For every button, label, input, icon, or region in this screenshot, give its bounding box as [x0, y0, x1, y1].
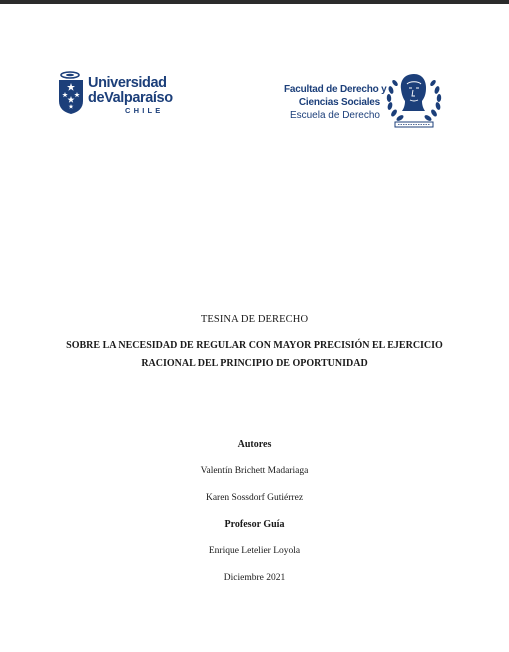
- advisor-heading: Profesor Guía: [224, 519, 285, 530]
- uv-star-emblem-icon: [58, 71, 86, 115]
- thesis-type: TESINA DE DERECHO: [200, 314, 309, 325]
- faculty-name-line2: Ciencias Sociales: [298, 97, 380, 108]
- school-name: Escuela de Derecho: [289, 110, 380, 121]
- university-name-line2: deValparaíso: [88, 90, 173, 106]
- thesis-title-line1: SOBRE LA NECESIDAD DE REGULAR CON MAYOR PRECISIÓN EL EJERCICIO: [66, 340, 443, 351]
- university-logo: [58, 71, 173, 117]
- faculty-name-line1: Facultad de Derecho y: [284, 84, 387, 95]
- advisor-name: Enrique Letelier Loyola: [208, 546, 301, 556]
- thesis-title-line2: RACIONAL DEL PRINCIPIO DE OPORTUNIDAD: [141, 358, 368, 369]
- university-name-line1: Universidad: [88, 75, 167, 91]
- top-border: [0, 0, 509, 4]
- author-name: Valentín Brichett Madariaga: [200, 466, 309, 476]
- faculty-name-block: [284, 83, 387, 122]
- university-country: CHILE: [125, 106, 164, 115]
- publication-date: Diciembre 2021: [223, 573, 286, 583]
- author-name: Karen Sossdorf Gutiérrez: [205, 493, 304, 503]
- faculty-head-seal-icon: [385, 70, 443, 132]
- authors-heading: Autores: [237, 439, 272, 450]
